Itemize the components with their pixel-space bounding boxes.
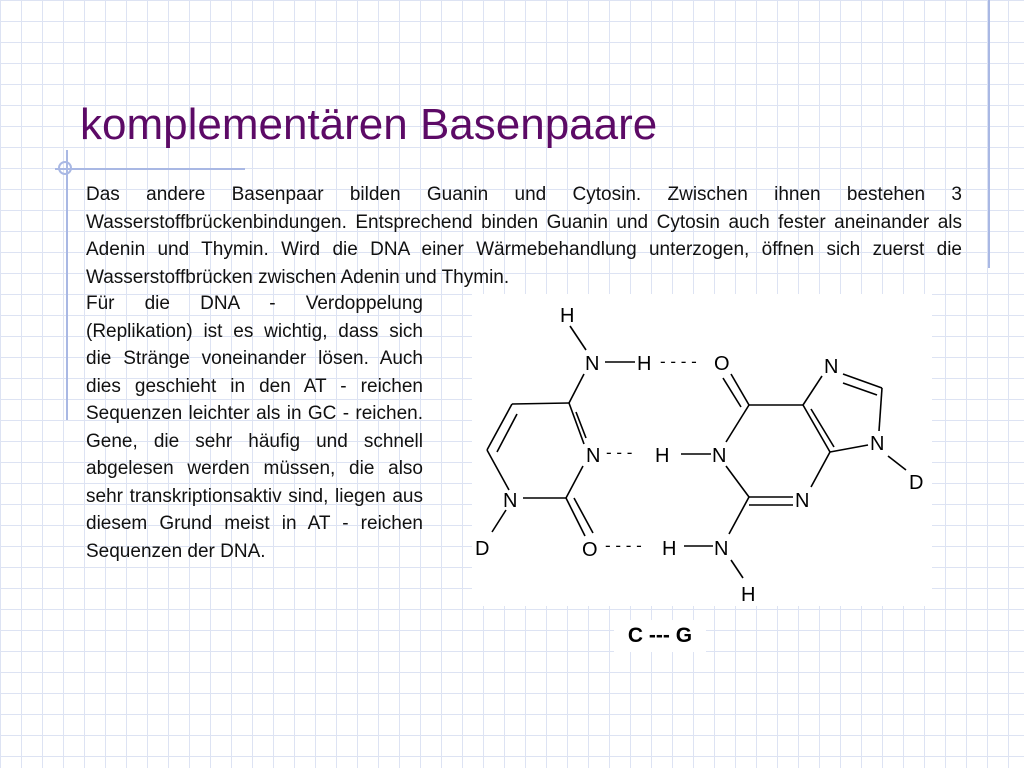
bond-c6-c5-double bbox=[497, 414, 517, 452]
bond-c4-n4 bbox=[569, 374, 584, 403]
atom-o2: O bbox=[582, 539, 598, 561]
atom-n3-guanine: N bbox=[795, 490, 810, 512]
atom-n4: N bbox=[585, 353, 600, 375]
atom-d-cytosine: D bbox=[475, 538, 490, 560]
bond-c4-n3 bbox=[569, 403, 584, 444]
bond-n1-c2 bbox=[726, 466, 749, 497]
atom-h4: H bbox=[637, 353, 652, 375]
atom-h-bottom: H bbox=[741, 584, 756, 606]
caption-box bbox=[614, 620, 706, 652]
bond-n1-c6 bbox=[487, 450, 509, 490]
bond-c6-c5 bbox=[487, 404, 512, 450]
bond-c4-n3 bbox=[811, 452, 830, 487]
bond-n9-d bbox=[888, 456, 906, 470]
bond-o6-c6-double bbox=[723, 378, 741, 407]
atom-n1-guanine: N bbox=[712, 445, 727, 467]
diagram-caption: C --- G bbox=[627, 624, 693, 647]
atom-h-top: H bbox=[560, 305, 575, 327]
hydrogen-bond-2: - - - bbox=[606, 443, 633, 462]
bond-c5-n7 bbox=[803, 376, 822, 405]
bond-o6-c6 bbox=[731, 374, 749, 405]
bond-c4-n9 bbox=[830, 445, 868, 452]
bond-n2-h bbox=[731, 560, 743, 578]
atom-n9: N bbox=[870, 433, 885, 455]
intro-paragraph: Das andere Basenpaar bilden Guanin und Cytosin. Zwischen ihnen bestehen 3 Wasserstoffbrückenbindungen. Entsprechend binden Guanin und Cytosin auch fester aneinander als Adenin und Thymin. Wird die DNA einer Wärmebehandlung unterzogen, öffnen sich zuerst die Wasserstoffbrücken zwischen Adenin und Thymin. bbox=[86, 184, 962, 288]
atom-o6: O bbox=[714, 353, 730, 375]
hydrogen-bond-1: - - - - bbox=[660, 352, 697, 371]
bond-n4-h bbox=[570, 326, 586, 350]
bond-c6-n1 bbox=[726, 405, 749, 442]
bond-c5-c4 bbox=[803, 405, 830, 452]
atom-n3: N bbox=[586, 445, 601, 467]
atom-h1: H bbox=[655, 445, 670, 467]
bond-c8-n9 bbox=[879, 388, 882, 431]
page-title: komplementären Basenpaare bbox=[80, 100, 658, 149]
atom-n2: N bbox=[714, 538, 729, 560]
bond-c2-o2 bbox=[566, 498, 585, 536]
atom-n1: N bbox=[503, 490, 518, 512]
bond-c2-o2-double bbox=[574, 498, 593, 533]
bond-c5-c4-double bbox=[811, 409, 834, 447]
side-paragraph: Für die DNA - Verdoppelung (Replikation) ist es wichtig, dass sich die Stränge voneinander lösen. Auch dies geschieht in den AT - reichen Sequenzen leichter als in GC - reichen. Gene, die sehr häufig und schnell abgelesen werden müssen, die also sehr transkriptionsaktiv sind, liegen aus diesem Grund meist in AT - reichen Sequenzen der DNA. bbox=[86, 293, 423, 562]
atom-n7: N bbox=[824, 356, 839, 378]
bond-n3-c2 bbox=[566, 466, 583, 498]
bond-n1-d bbox=[492, 510, 506, 532]
atom-h2: H bbox=[662, 538, 677, 560]
hydrogen-bond-3: - - - - bbox=[605, 536, 642, 555]
atom-d-guanine: D bbox=[909, 472, 924, 494]
bond-c5-c4 bbox=[512, 403, 569, 404]
bond-c2-n2 bbox=[729, 497, 749, 534]
